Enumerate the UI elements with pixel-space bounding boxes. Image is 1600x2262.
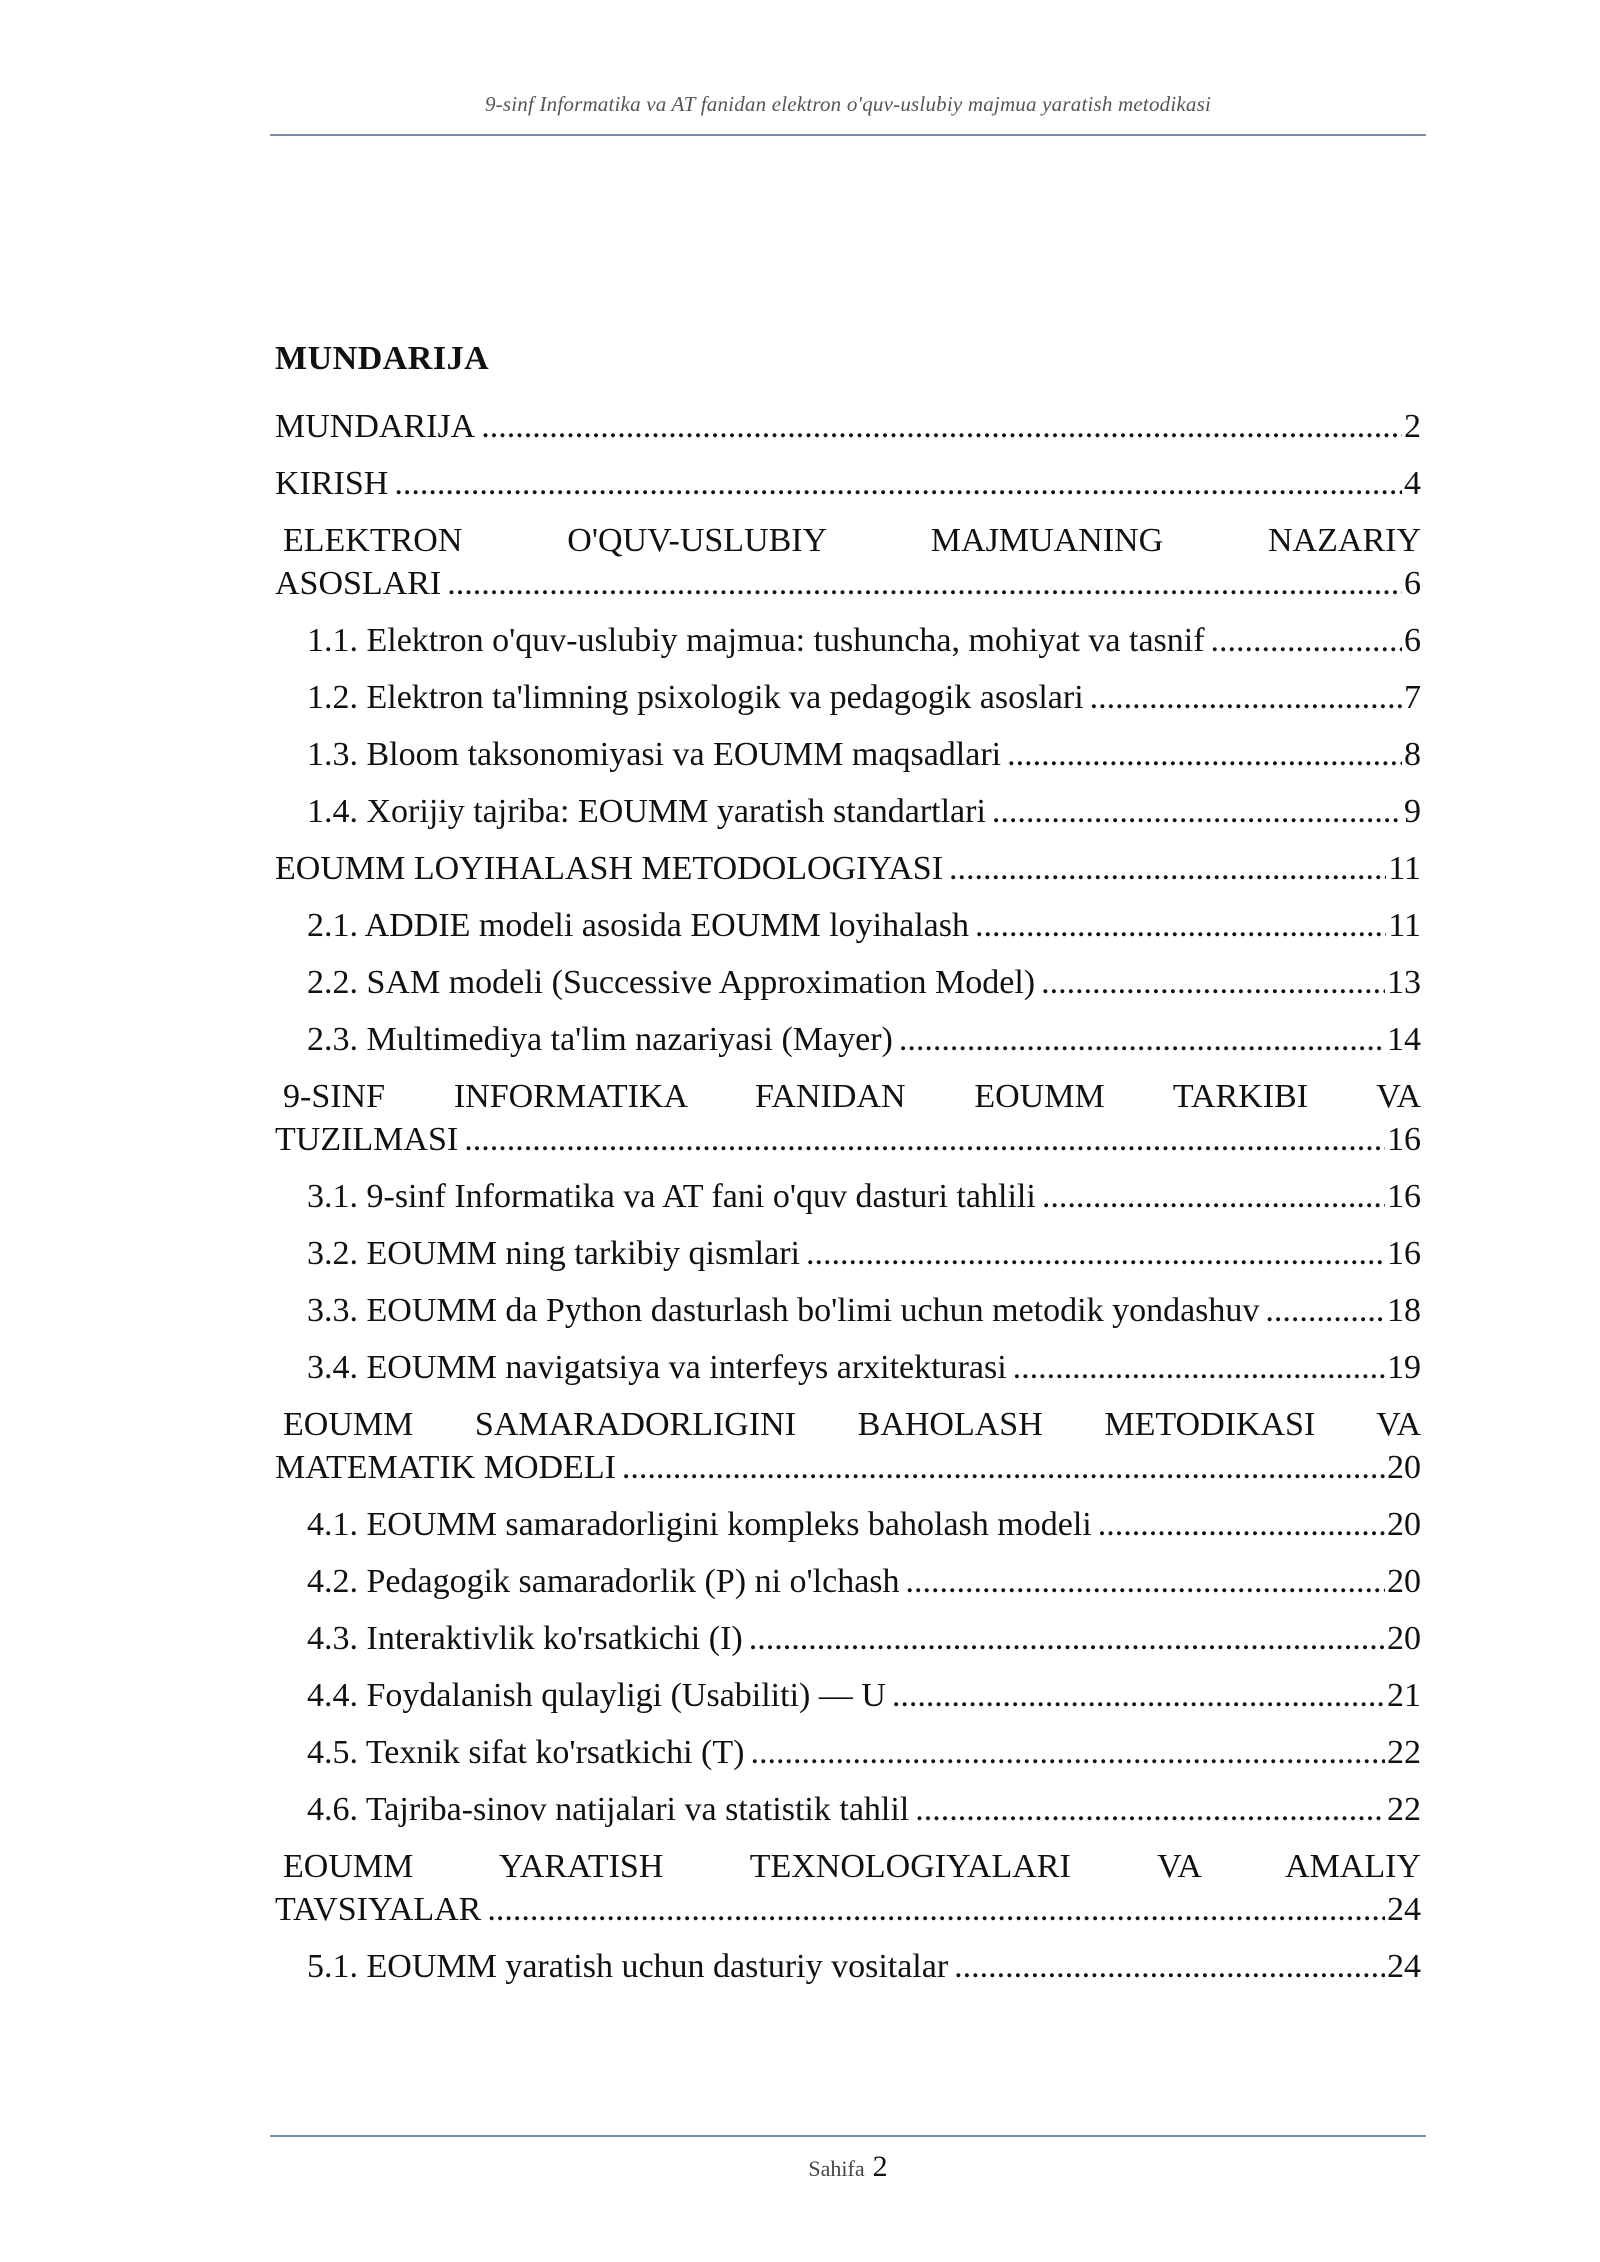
toc-entry-title: 2.2. SAM modeli (Successive Approximation Model) [307,964,1036,1001]
toc-entry-page-number: 20 [1387,1563,1421,1600]
toc-dot-leader [750,1731,1385,1774]
page-title: MUNDARIJA [275,340,490,377]
toc-entry-page-number: 20 [1387,1620,1421,1657]
toc-entry[interactable] [275,519,1421,605]
toc-dot-leader [954,1945,1385,1988]
toc-entry-title: 1.4. Xorijiy tajriba: EOUMM yaratish standartlari [307,793,986,830]
running-header: 9-sinf Informatika va AT fanidan elektron o'quv-uslubiy majmua yaratish metodikasi [484,92,1212,116]
toc-dot-leader [992,790,1402,833]
toc-entry-title: 3.4. EOUMM navigatsiya va interfeys arxitekturasi [307,1349,1007,1386]
toc-dot-leader [464,1118,1385,1161]
toc-entry-page-number: 21 [1387,1677,1421,1714]
toc-entry-title: 4.3. Interaktivlik ko'rsatkichi (I) [307,1620,743,1657]
toc-dot-leader [915,1788,1385,1831]
toc-entry-page-number: 2 [1404,408,1421,445]
toc-entry-title: 5.1. EOUMM yaratish uchun dasturiy vositalar [307,1948,949,1985]
toc-entry-title: EOUMM LOYIHALASH METODOLOGIYASI [275,850,944,887]
toc-entry-title: 2.3. Multimediya ta'lim nazariyasi (Mayer) [307,1021,893,1058]
toc-entry-page-number: 22 [1387,1791,1421,1828]
toc-entry[interactable] [275,1175,1421,1218]
toc-entry-title: 1.3. Bloom taksonomiyasi va EOUMM maqsadlari [307,736,1002,773]
toc-entry-title: 4.5. Texnik sifat ko'rsatkichi (T) [307,1734,745,1771]
toc-entry-title: ASOSLARI [275,565,442,602]
page-footer [270,2150,1426,2184]
toc-entry[interactable] [275,904,1421,947]
toc-entry-title: TAVSIYALAR [275,1891,482,1928]
toc-entry-title: MUNDARIJA [275,408,476,445]
toc-entry[interactable] [275,1788,1421,1831]
toc-entry-title: 4.6. Tajriba-sinov natijalari va statistik tahlil [307,1791,910,1828]
toc-dot-leader [975,904,1386,947]
toc-entry-page-number: 13 [1387,964,1421,1001]
toc-entry[interactable] [275,676,1421,719]
toc-dot-leader [1090,676,1402,719]
toc-entry-page-number: 20 [1387,1506,1421,1543]
toc-entry-page-number: 16 [1387,1178,1421,1215]
toc-entry[interactable] [275,619,1421,662]
toc-entry[interactable] [275,1617,1421,1660]
toc-entry-page-number: 14 [1387,1021,1421,1058]
toc-dot-leader [806,1232,1385,1275]
toc-entry-title: KIRISH [275,465,389,502]
toc-dot-leader [1265,1289,1385,1332]
toc-dot-leader [1098,1503,1385,1546]
toc-entry[interactable] [275,1845,1421,1931]
footer-divider [270,2135,1426,2137]
toc-dot-leader [749,1617,1385,1660]
table-of-contents [275,405,1421,2002]
toc-entry[interactable] [275,1674,1421,1717]
toc-entry[interactable] [275,1075,1421,1161]
toc-entry-title: 1.1. Elektron o'quv-uslubiy majmua: tushuncha, mohiyat va tasnif [307,622,1205,659]
toc-entry[interactable] [275,733,1421,776]
toc-entry[interactable] [275,961,1421,1004]
toc-entry-heading-line: EOUMM SAMARADORLIGINI BAHOLASH METODIKASI VA [283,1406,1421,1443]
toc-dot-leader [1042,1175,1385,1218]
toc-entry-title: 1.2. Elektron ta'limning psixologik va pedagogik asoslari [307,679,1084,716]
toc-entry-page-number: 7 [1404,679,1421,716]
toc-entry-page-number: 11 [1388,907,1421,944]
toc-entry-title: MATEMATIK MODELI [275,1449,616,1486]
toc-entry[interactable] [275,405,1421,448]
toc-entry[interactable] [275,1232,1421,1275]
toc-dot-leader [481,405,1402,448]
toc-entry-page-number: 9 [1404,793,1421,830]
toc-entry-page-number: 16 [1387,1235,1421,1272]
toc-entry-page-number: 18 [1387,1292,1421,1329]
toc-entry-title: 3.2. EOUMM ning tarkibiy qismlari [307,1235,800,1272]
toc-entry-page-number: 20 [1387,1449,1421,1486]
toc-entry-heading-line: ELEKTRON O'QUV-USLUBIY MAJMUANING NAZARIY [283,522,1421,559]
toc-entry-title: 2.1. ADDIE modeli asosida EOUMM loyihalash [307,907,969,944]
toc-dot-leader [487,1888,1385,1931]
toc-entry-page-number: 6 [1404,565,1421,602]
toc-entry[interactable] [275,462,1421,505]
toc-entry[interactable] [275,847,1421,890]
toc-entry[interactable] [275,1346,1421,1389]
toc-entry[interactable] [275,1503,1421,1546]
toc-entry[interactable] [275,1945,1421,1988]
toc-entry-title: 4.4. Foydalanish qulayligi (Usabiliti) — U [307,1677,886,1714]
toc-dot-leader [899,1018,1385,1061]
toc-dot-leader [1013,1346,1385,1389]
toc-entry-title: TUZILMASI [275,1121,459,1158]
toc-entry-heading-line: 9-SINF INFORMATIKA FANIDAN EOUMM TARKIBI VA [283,1078,1421,1115]
toc-dot-leader [949,847,1386,890]
toc-entry-page-number: 11 [1388,850,1421,887]
toc-entry-title: 4.1. EOUMM samaradorligini kompleks baholash modeli [307,1506,1092,1543]
toc-entry[interactable] [275,1018,1421,1061]
toc-dot-leader [622,1446,1385,1489]
toc-entry-page-number: 22 [1387,1734,1421,1771]
toc-entry-title: 3.3. EOUMM da Python dasturlash bo'limi uchun metodik yondashuv [307,1292,1260,1329]
toc-entry-page-number: 8 [1404,736,1421,773]
footer-label: Sahifa [808,2156,865,2181]
header-divider [270,134,1426,136]
toc-dot-leader [1007,733,1402,776]
footer-page-number: 2 [872,2150,888,2183]
toc-dot-leader [447,562,1402,605]
toc-entry[interactable] [275,1560,1421,1603]
toc-entry-page-number: 4 [1404,465,1421,502]
toc-entry-page-number: 16 [1387,1121,1421,1158]
toc-entry-page-number: 24 [1387,1948,1421,1985]
toc-dot-leader [906,1560,1385,1603]
toc-dot-leader [892,1674,1385,1717]
toc-entry[interactable] [275,1731,1421,1774]
toc-entry[interactable] [275,790,1421,833]
toc-entry-heading-line: EOUMM YARATISH TEXNOLOGIYALARI VA AMALIY [283,1848,1421,1885]
toc-dot-leader [1041,961,1385,1004]
toc-dot-leader [1211,619,1402,662]
toc-entry[interactable] [275,1289,1421,1332]
toc-entry[interactable] [275,1403,1421,1489]
toc-dot-leader [394,462,1402,505]
toc-entry-page-number: 19 [1387,1349,1421,1386]
toc-entry-title: 4.2. Pedagogik samaradorlik (P) ni o'lchash [307,1563,900,1600]
toc-entry-page-number: 6 [1404,622,1421,659]
toc-entry-title: 3.1. 9-sinf Informatika va AT fani o'quv dasturi tahlili [307,1178,1036,1215]
toc-entry-page-number: 24 [1387,1891,1421,1928]
